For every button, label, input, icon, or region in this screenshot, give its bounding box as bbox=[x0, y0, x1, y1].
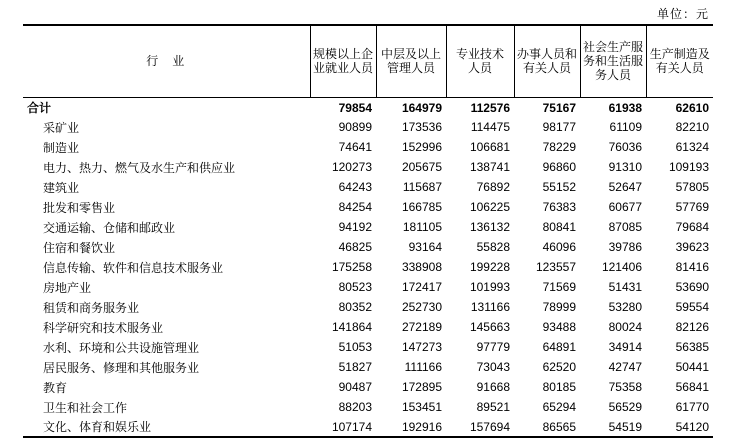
industry-name: 电力、热力、燃气及水生产和供应业 bbox=[43, 160, 236, 175]
wage-value: 96860 bbox=[542, 160, 576, 174]
industry-name: 水利、环境和公共设施管理业 bbox=[43, 340, 200, 355]
wage-value: 136132 bbox=[469, 220, 510, 234]
wage-value: 75358 bbox=[608, 380, 642, 394]
table-body bbox=[23, 97, 713, 437]
wage-value: 252730 bbox=[401, 300, 442, 314]
unit-label: 单位：元 bbox=[656, 7, 709, 21]
wage-value: 89521 bbox=[476, 400, 510, 414]
table-row bbox=[23, 397, 713, 417]
wage-value: 71569 bbox=[542, 280, 576, 294]
industry-name: 住宿和餐饮业 bbox=[43, 240, 116, 255]
table-row bbox=[23, 217, 713, 237]
table-row bbox=[23, 297, 713, 317]
wage-value: 56841 bbox=[675, 380, 709, 394]
wage-value: 157694 bbox=[469, 419, 510, 434]
wage-value: 205675 bbox=[401, 160, 442, 174]
wage-value: 56385 bbox=[675, 340, 709, 354]
table-row bbox=[23, 417, 713, 437]
wage-value: 172417 bbox=[401, 280, 442, 294]
total-value: 62610 bbox=[675, 100, 709, 115]
wage-value: 55152 bbox=[542, 180, 576, 194]
industry-name: 房地产业 bbox=[43, 280, 92, 295]
wage-value: 74641 bbox=[338, 140, 372, 154]
wage-value: 91668 bbox=[476, 380, 510, 394]
wage-value: 65294 bbox=[542, 400, 576, 414]
wage-value: 145663 bbox=[469, 320, 510, 334]
wage-value: 109193 bbox=[668, 160, 709, 174]
total-value: 79854 bbox=[338, 100, 372, 115]
wage-value: 61109 bbox=[609, 120, 642, 134]
wage-value: 93488 bbox=[542, 320, 576, 334]
wage-value: 64891 bbox=[542, 340, 576, 354]
header-managers: 中层及以上管理人员 bbox=[376, 25, 446, 97]
table-row bbox=[23, 317, 713, 337]
wage-value: 62520 bbox=[542, 360, 576, 374]
wage-value: 51431 bbox=[608, 280, 642, 294]
table-row bbox=[23, 257, 713, 277]
wage-value: 80352 bbox=[338, 300, 372, 314]
wage-value: 114475 bbox=[470, 120, 510, 134]
wage-value: 192916 bbox=[401, 419, 442, 434]
table-row bbox=[23, 157, 713, 177]
wage-value: 59554 bbox=[675, 300, 709, 314]
wage-value: 111166 bbox=[404, 360, 442, 374]
wage-value: 80024 bbox=[608, 320, 642, 334]
wage-value: 51827 bbox=[338, 360, 372, 374]
industry-name: 文化、体育和娱乐业 bbox=[43, 420, 152, 434]
wage-value: 138741 bbox=[469, 160, 510, 174]
wage-value: 81416 bbox=[675, 260, 709, 274]
wage-value: 55828 bbox=[476, 240, 510, 254]
wage-table bbox=[23, 24, 713, 438]
wage-value: 131166 bbox=[470, 300, 510, 314]
wage-value: 106681 bbox=[469, 140, 510, 154]
wage-value: 338908 bbox=[401, 260, 442, 274]
wage-value: 52647 bbox=[608, 180, 642, 194]
wage-value: 34914 bbox=[608, 340, 642, 354]
table-row bbox=[23, 117, 713, 137]
wage-value: 173536 bbox=[401, 120, 442, 134]
header-row bbox=[23, 25, 713, 97]
wage-value: 91310 bbox=[608, 160, 642, 174]
wage-value: 101993 bbox=[469, 280, 510, 294]
wage-value: 181105 bbox=[402, 220, 442, 234]
wage-value: 93164 bbox=[408, 240, 442, 254]
wage-value: 166785 bbox=[401, 200, 442, 214]
wage-value: 50441 bbox=[675, 360, 709, 374]
wage-value: 94192 bbox=[338, 220, 372, 234]
header-professionals: 专业技术人员 bbox=[446, 25, 514, 97]
header-industry: 行业 bbox=[146, 54, 199, 69]
wage-value: 107174 bbox=[331, 419, 372, 434]
wage-value: 90487 bbox=[338, 380, 372, 394]
wage-value: 115687 bbox=[402, 180, 442, 194]
wage-value: 175258 bbox=[331, 260, 372, 274]
wage-value: 80523 bbox=[338, 280, 372, 294]
wage-value: 86565 bbox=[542, 419, 576, 434]
header-clerks: 办事人员和有关人员 bbox=[514, 25, 580, 97]
header-all-employees: 规模以上企业就业人员 bbox=[310, 25, 376, 97]
wage-value: 39786 bbox=[608, 240, 642, 254]
table-row bbox=[23, 277, 713, 297]
total-row bbox=[23, 97, 713, 117]
wage-value: 80841 bbox=[542, 220, 576, 234]
wage-value: 82126 bbox=[675, 320, 709, 334]
wage-value: 120273 bbox=[331, 160, 372, 174]
wage-value: 88203 bbox=[338, 400, 372, 414]
industry-name: 制造业 bbox=[43, 140, 80, 155]
industry-name: 采矿业 bbox=[43, 120, 80, 135]
wage-value: 46825 bbox=[338, 240, 372, 254]
wage-value: 153451 bbox=[401, 400, 442, 414]
wage-value: 76892 bbox=[476, 180, 510, 194]
wage-value: 57769 bbox=[675, 200, 709, 214]
wage-value: 97779 bbox=[476, 340, 510, 354]
table-header bbox=[23, 25, 713, 97]
wage-value: 64243 bbox=[338, 180, 372, 194]
wage-value: 39623 bbox=[675, 240, 709, 254]
total-value: 164979 bbox=[401, 100, 442, 115]
wage-value: 123557 bbox=[535, 260, 576, 274]
industry-name: 卫生和社会工作 bbox=[43, 400, 128, 415]
wage-value: 121406 bbox=[601, 260, 642, 274]
wage-value: 272189 bbox=[401, 320, 442, 334]
table-row bbox=[23, 357, 713, 377]
wage-value: 152996 bbox=[401, 140, 442, 154]
wage-value: 56529 bbox=[608, 400, 642, 414]
total-label: 合计 bbox=[27, 101, 52, 116]
wage-value: 78999 bbox=[542, 300, 576, 314]
wage-value: 42747 bbox=[608, 360, 642, 374]
wage-value: 147273 bbox=[401, 340, 442, 354]
table-row bbox=[23, 377, 713, 397]
wage-value: 80185 bbox=[542, 380, 576, 394]
wage-value: 61770 bbox=[675, 400, 709, 414]
wage-value: 60677 bbox=[608, 200, 642, 214]
wage-value: 73043 bbox=[476, 360, 510, 374]
wage-value: 98177 bbox=[542, 120, 576, 134]
wage-value: 53280 bbox=[608, 300, 642, 314]
wage-value: 90899 bbox=[338, 120, 372, 134]
wage-value: 172895 bbox=[401, 380, 442, 394]
industry-name: 科学研究和技术服务业 bbox=[43, 320, 164, 335]
wage-value: 79684 bbox=[675, 220, 709, 234]
wage-value: 76383 bbox=[542, 200, 576, 214]
table-row bbox=[23, 337, 713, 357]
wage-value: 87085 bbox=[608, 220, 642, 234]
wage-value: 51053 bbox=[338, 340, 372, 354]
total-value: 75167 bbox=[542, 100, 576, 115]
wage-value: 46096 bbox=[542, 240, 576, 254]
total-value: 61938 bbox=[608, 100, 642, 115]
wage-value: 54519 bbox=[608, 419, 642, 434]
wage-value: 54120 bbox=[675, 419, 709, 434]
table-row bbox=[23, 177, 713, 197]
wage-value: 61324 bbox=[675, 140, 709, 154]
wage-value: 141864 bbox=[331, 320, 372, 334]
header-service-workers: 社会生产服务和生活服务人员 bbox=[580, 25, 646, 97]
total-value: 112576 bbox=[470, 100, 510, 115]
industry-name: 租赁和商务服务业 bbox=[43, 300, 140, 315]
header-production-workers: 生产制造及有关人员 bbox=[646, 25, 713, 97]
industry-name: 建筑业 bbox=[43, 180, 80, 195]
wage-value: 106225 bbox=[469, 200, 510, 214]
industry-name: 信息传输、软件和信息技术服务业 bbox=[43, 260, 224, 275]
industry-name: 居民服务、修理和其他服务业 bbox=[43, 360, 200, 375]
industry-name: 批发和零售业 bbox=[43, 200, 116, 215]
wage-value: 84254 bbox=[338, 200, 372, 214]
table-row bbox=[23, 137, 713, 157]
wage-value: 78229 bbox=[542, 140, 576, 154]
wage-value: 199228 bbox=[469, 260, 510, 274]
table-row bbox=[23, 237, 713, 257]
industry-name: 交通运输、仓储和邮政业 bbox=[43, 220, 176, 235]
wage-value: 76036 bbox=[608, 140, 642, 154]
wage-value: 57805 bbox=[675, 180, 709, 194]
wage-value: 82210 bbox=[675, 120, 709, 134]
wage-value: 53690 bbox=[675, 280, 709, 294]
industry-name: 教育 bbox=[43, 380, 68, 395]
table-row bbox=[23, 197, 713, 217]
